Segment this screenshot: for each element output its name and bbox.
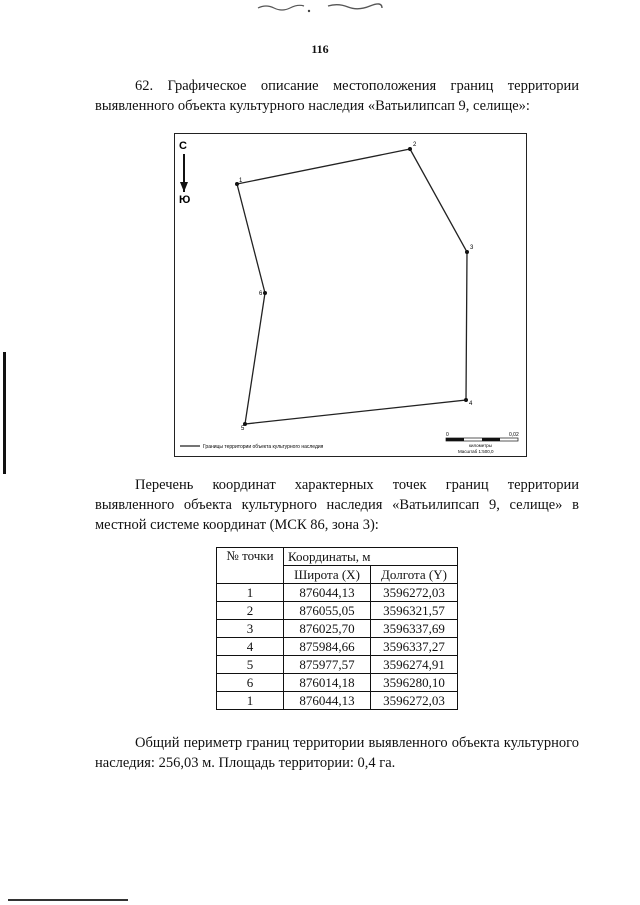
cell-lon: 3596337,27	[371, 638, 458, 656]
scan-margin-bar	[3, 352, 6, 474]
table-row	[217, 692, 458, 710]
boundary-polygon	[237, 149, 467, 424]
section-number: 62.	[135, 78, 154, 94]
scan-mark-stamp	[248, 0, 398, 14]
vertex-label-1: 1	[239, 178, 243, 184]
boundary-map-drawing	[175, 134, 526, 456]
cell-lon: 3596272,03	[371, 584, 458, 602]
coordinates-intro	[95, 475, 579, 535]
scale-unit: километры	[469, 443, 492, 448]
cell-point: 5	[217, 656, 284, 674]
vertex-label-6: 6	[259, 291, 263, 297]
coordinates-intro-text: Перечень координат характерных точек границ территории выявленного объекта культурного наследия «Ватьилипсап 9, селище» в местной системе координат (МСК 86, зона 3):	[95, 477, 579, 533]
cell-lon: 3596280,10	[371, 674, 458, 692]
legend-text: Границы территории объекта культурного наследия	[203, 444, 324, 450]
vertex-2	[408, 147, 412, 151]
boundary-map	[174, 133, 527, 457]
cell-lat: 876055,05	[284, 602, 371, 620]
vertex-label-5: 5	[241, 426, 245, 432]
cell-lat: 876025,70	[284, 620, 371, 638]
cell-lat: 876014,18	[284, 674, 371, 692]
table-row	[217, 674, 458, 692]
cell-lon: 3596321,57	[371, 602, 458, 620]
table-row	[217, 656, 458, 674]
table-row	[217, 638, 458, 656]
cell-point: 1	[217, 692, 284, 710]
cell-point: 4	[217, 638, 284, 656]
vertex-3	[465, 250, 469, 254]
table-header-point: № точки	[217, 548, 284, 584]
cell-point: 1	[217, 584, 284, 602]
vertex-4	[464, 398, 468, 402]
vertex-label-2: 2	[413, 142, 417, 148]
table-row	[217, 602, 458, 620]
cell-lat: 875984,66	[284, 638, 371, 656]
cell-lon: 3596274,91	[371, 656, 458, 674]
vertex-label-4: 4	[469, 401, 473, 407]
table-header-coords: Координаты, м	[284, 548, 458, 566]
page-number: 116	[311, 42, 329, 56]
cell-lon: 3596272,03	[371, 692, 458, 710]
north-arrow-head-icon	[180, 182, 188, 192]
vertex-label-3: 3	[470, 245, 474, 251]
coordinates-table	[216, 547, 458, 710]
summary-text: Общий периметр границ территории выявленного объекта культурного наследия: 256,03 м. Площадь территории: 0,4 га.	[95, 735, 579, 771]
scale-end: 0,02	[509, 432, 519, 438]
section-heading-text: Графическое описание местоположения границ территории выявленного объекта культурного наследия «Ватьилипсап 9, селище»:	[95, 78, 579, 114]
summary-paragraph	[95, 733, 579, 773]
cell-lat: 876044,13	[284, 692, 371, 710]
scan-footer-line	[8, 899, 128, 901]
south-label: Ю	[179, 194, 191, 206]
table-row	[217, 620, 458, 638]
table-header-lat: Широта (X)	[284, 566, 371, 584]
table-row	[217, 584, 458, 602]
cell-point: 3	[217, 620, 284, 638]
scale-start: 0	[446, 432, 449, 438]
cell-point: 6	[217, 674, 284, 692]
scale-ratio: Масштаб 1:500,0	[458, 449, 494, 454]
table-header-lon: Долгота (Y)	[371, 566, 458, 584]
section-heading	[95, 76, 579, 116]
cell-lon: 3596337,69	[371, 620, 458, 638]
vertex-6	[263, 291, 267, 295]
cell-lat: 876044,13	[284, 584, 371, 602]
cell-point: 2	[217, 602, 284, 620]
cell-lat: 875977,57	[284, 656, 371, 674]
north-label: С	[179, 140, 187, 152]
